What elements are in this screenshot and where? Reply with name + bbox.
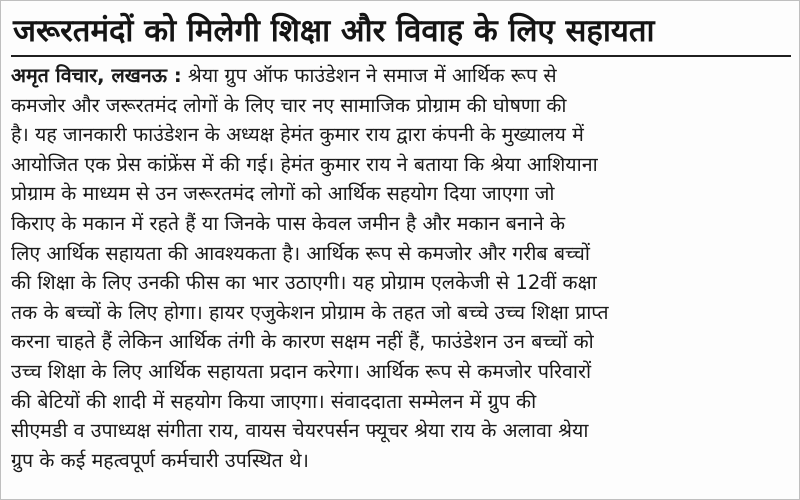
article-line: उच्च शिक्षा के लिए आर्थिक सहायता प्रदान करेगा। आर्थिक रूप से कमजोर परिवारों	[11, 359, 592, 383]
article-line: किराए के मकान में रहते हैं या जिनके पास केवल जमीन है और मकान बनाने के	[11, 211, 566, 235]
article-line: प्रोग्राम के माध्यम से उन जरूरतमंद लोगों को आर्थिक सहयोग दिया जाएगा जो	[11, 182, 555, 206]
article-line: कमजोर और जरूरतमंद लोगों के लिए चार नए सामाजिक प्रोग्राम की घोषणा की	[11, 93, 567, 117]
headline-rule	[11, 55, 791, 57]
dateline: अमृत विचार, लखनऊ :	[11, 64, 182, 87]
article-line: है। यह जानकारी फाउंडेशन के अध्यक्ष हेमंत कुमार राय द्वारा कंपनी के मुख्यालय में	[11, 123, 584, 147]
article-line: की शिक्षा के लिए उनकी फीस का भार उठाएगी। यह प्रोग्राम एलकेजी से 12वीं कक्षा	[11, 271, 597, 295]
article-line: आयोजित एक प्रेस कांफ्रेंस में की गई। हेमंत कुमार राय ने बताया कि श्रेया आशियाना	[11, 152, 598, 176]
headline: जरूरतमंदों को मिलेगी शिक्षा और विवाह के लिए सहायता	[13, 13, 655, 49]
article-line: तक के बच्चों के लिए होगा। हायर एजुकेशन प्रोग्राम के तहत जो बच्चे उच्च शिक्षा प्राप्त	[11, 300, 609, 324]
article-line: लिए आर्थिक सहायता की आवश्यकता है। आर्थिक रूप से कमजोर और गरीब बच्चों	[11, 241, 590, 265]
article-line: सीएमडी व उपाध्यक्ष संगीता राय, वायस चेयरपर्सन फ्यूचर श्रेया राय के अलावा श्रेया	[11, 419, 589, 443]
article-line: करना चाहते हैं लेकिन आर्थिक तंगी के कारण सक्षम नहीं हैं, फाउंडेशन उन बच्चों को	[11, 330, 594, 354]
article-line: की बेटियों की शादी में सहयोग किया जाएगा। संवाददाता सम्मेलन में ग्रुप की	[11, 389, 537, 413]
article-line-text: श्रेया ग्रुप ऑफ फाउंडेशन ने समाज में आर्थिक रूप से	[181, 64, 557, 87]
article-line: ग्रुप के कई महत्वपूर्ण कर्मचारी उपस्थित थे।	[11, 448, 309, 472]
article-body	[11, 61, 795, 475]
article-line	[11, 61, 795, 91]
